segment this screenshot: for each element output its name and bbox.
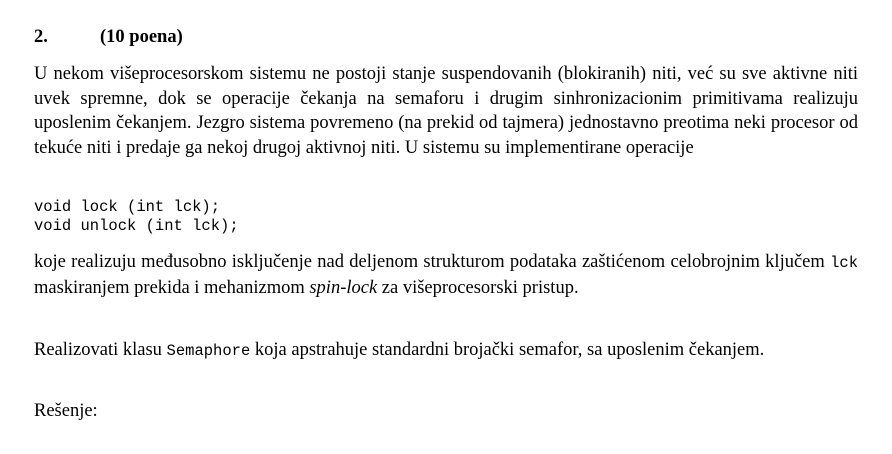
task-text-1: Realizovati klasu [34,340,167,360]
problem-number: 2. [34,27,48,47]
code-line-lock: void lock (int lck); [34,198,221,216]
mutex-text-1: koje realizuju međusobno isključenje nad deljenom strukturom podataka zaštićenom celobrojnim ključem [34,252,831,272]
solution-label: Rešenje: [34,401,98,421]
problem-points: (10 poena) [100,27,183,47]
code-line-unlock: void unlock (int lck); [34,216,239,235]
mutex-text-3: za višeprocesorski pristup. [377,277,579,298]
problem-statement: U nekom višeprocesorskom sistemu ne postoji stanje suspendovanih (blokiranih) niti, već su sve aktivne niti uvek spremne, dok se operacije čekanja na semaforu i drugim sinhronizacionim primitivama realizuju uposlenim čekanjem. Jezgro sistema povremeno (na prekid od tajmera) jednostavno preotima neki procesor od tekuće niti i predaje ga nekoj drugoj aktivnoj niti. U sistemu su implementirane operacije [34,64,858,158]
mutex-description [34,250,858,300]
task-statement [34,338,858,364]
task-text-2: koja apstrahuje standardni brojački semafor, sa uposlenim čekanjem. [250,340,765,360]
inline-code-semaphore: Semaphore [166,342,251,360]
mutex-text-2: maskiranjem prekida i mehanizmom [34,277,310,298]
spin-lock-term: spin-lock [309,277,378,298]
problem-heading [34,26,183,48]
inline-code-lck: lck [830,254,858,272]
code-block [34,198,239,235]
